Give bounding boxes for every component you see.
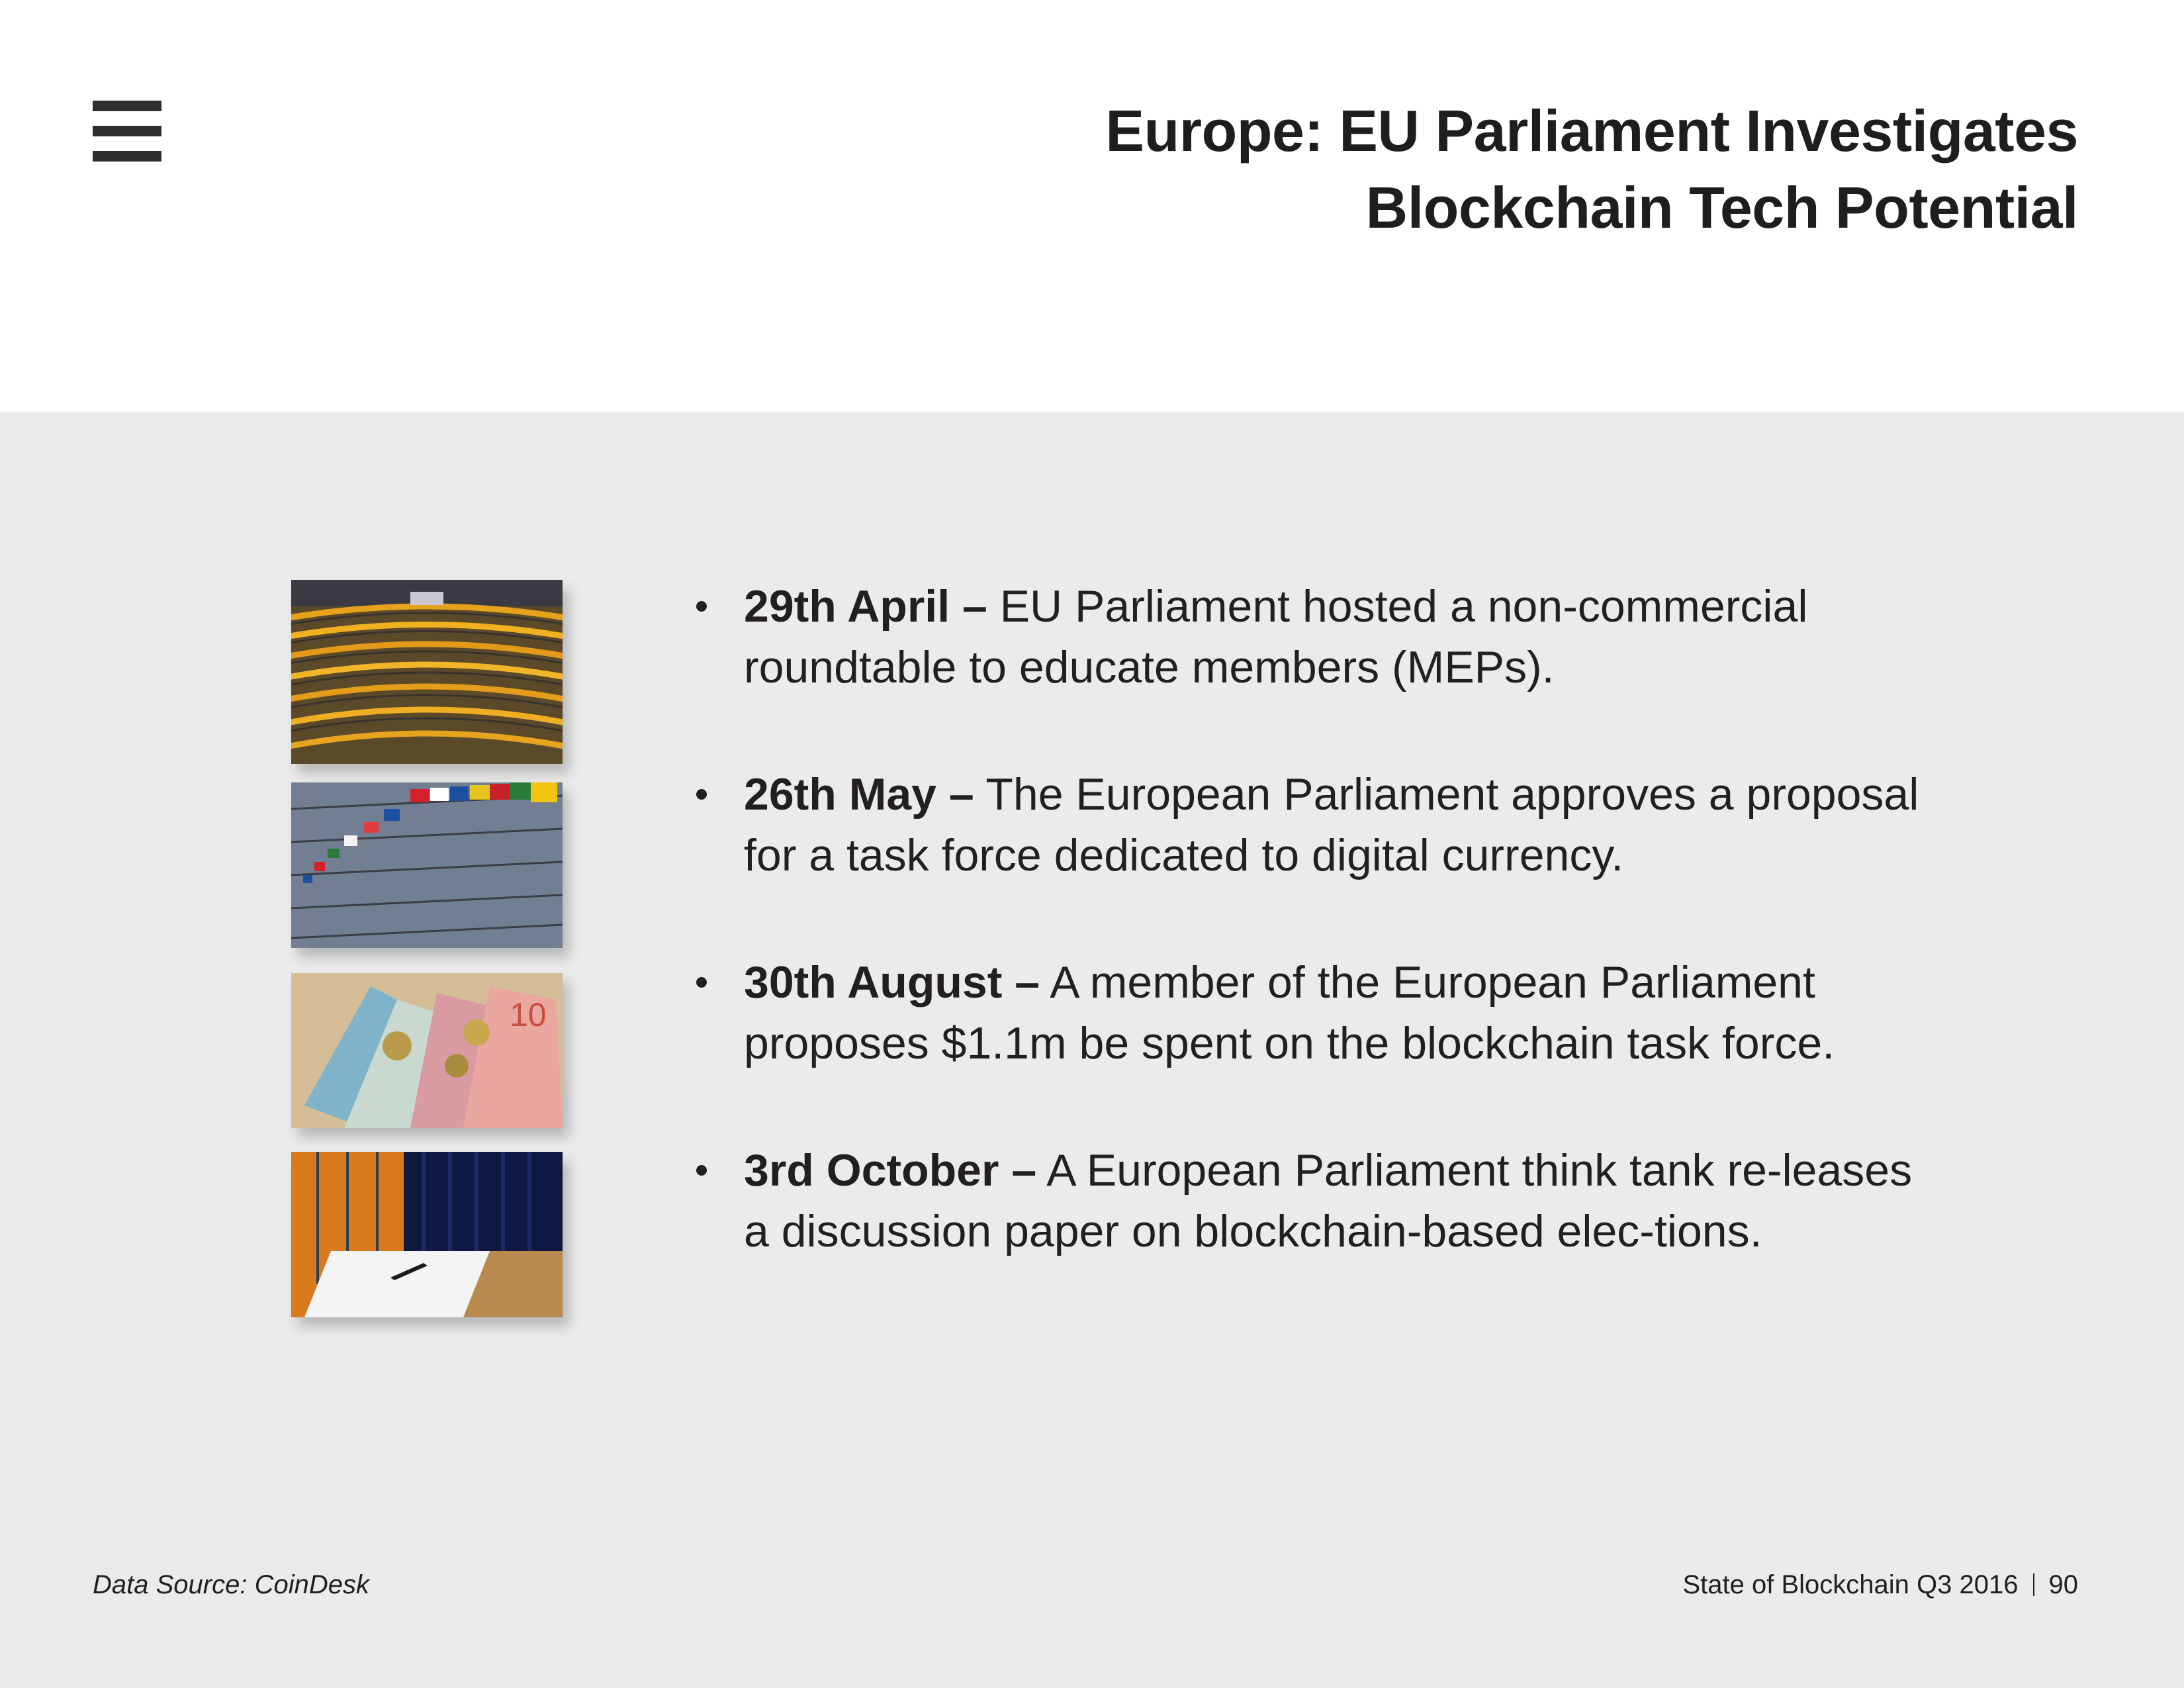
bullet-icon <box>696 789 707 800</box>
bullet-icon <box>696 601 707 612</box>
hamburger-menu-icon[interactable] <box>93 101 161 162</box>
event-date: 29th April – <box>744 581 987 632</box>
page-number: 90 <box>2048 1570 2078 1599</box>
list-item <box>690 1140 1947 1262</box>
eu-flags-building-photo <box>291 782 563 948</box>
menu-bar <box>93 126 161 136</box>
euro-banknotes-photo <box>291 973 563 1128</box>
report-title: State of Blockchain Q3 2016 <box>1682 1570 2019 1599</box>
page-title-line-1: Europe: EU Parliament Investigates <box>1105 98 2078 164</box>
event-date: 3rd October – <box>744 1145 1037 1196</box>
event-date: 26th May – <box>744 769 974 820</box>
page-title-line-2: Blockchain Tech Potential <box>1365 175 2078 240</box>
event-text: A European Parliament think tank re-leases a discussion paper on blockchain-based elec-tions. <box>744 1145 1913 1256</box>
list-item <box>690 952 1947 1074</box>
list-item <box>690 576 1947 698</box>
event-text: The European Parliament approves a proposal for a task force dedicated to digital currency. <box>744 769 1919 880</box>
menu-bar <box>93 151 161 162</box>
header-band <box>0 0 2184 412</box>
bullet-icon <box>696 1165 707 1176</box>
event-list <box>690 576 1947 1328</box>
event-text: A member of the European Parliament proposes $1.1m be spent on the blockchain task force. <box>744 957 1835 1068</box>
list-item <box>690 764 1947 886</box>
menu-bar <box>93 101 161 111</box>
page-title <box>821 93 2078 246</box>
parliament-hemicycle-photo <box>291 580 563 764</box>
event-date: 30th August – <box>744 957 1040 1008</box>
data-source-note: Data Source: CoinDesk <box>93 1570 369 1599</box>
footer-report <box>1683 1570 2079 1600</box>
footer-divider <box>2033 1573 2034 1596</box>
event-text: EU Parliament hosted a non-commercial roundtable to educate members (MEPs). <box>744 581 1808 692</box>
bullet-icon <box>696 977 707 988</box>
svg-text:10: 10 <box>510 996 547 1033</box>
ballot-box-photo <box>291 1152 563 1317</box>
